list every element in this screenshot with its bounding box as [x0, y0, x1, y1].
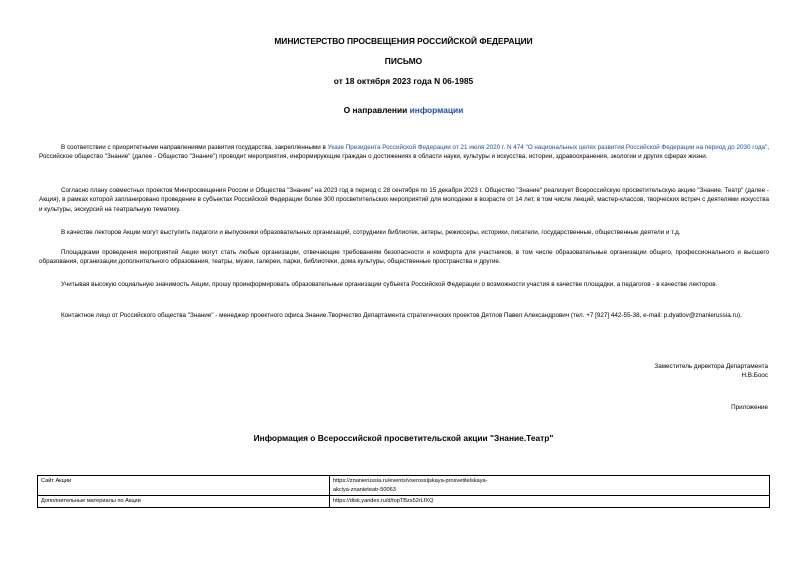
appendix-table: [37, 475, 770, 508]
signature-block: [654, 362, 768, 381]
site-url-line-1[interactable]: https://znanierussia.ru/events/vserossijskaya-prosvetitelskaya-: [333, 478, 488, 484]
signature-name: Н.В.Боос: [741, 372, 768, 380]
signature-position: Заместитель директора Департамента: [654, 363, 768, 370]
paragraph-4: Площадками проведения мероприятий Акции могут стать любые организации, отвечающие требованиям безопасности и комфорта для участников, в том числе образовательные организации общего, профессионального и высшего образования, организации дополнительного образования, театры, музеи, галереи, парки, библиотеки, дома культуры, общественные пространства и другие.: [39, 249, 769, 266]
document-date-number: от 18 октября 2023 года N 06-1985: [333, 76, 474, 86]
table-cell-key: Дополнительные материалы по Акции: [38, 496, 330, 508]
paragraph-2: Согласно плану совместных проектов Минпросвещения России и Общества "Знание" на 2023 год в период с 28 сентября по 15 декабря 2023 г. Общество "Знание" реализует Всероссийскую просветительскую акцию "Знание. Театр" (далее - Акция), в рамках которой запланировано проведение в субъектах Российской Федерации более 300 просветительских мероприятий для молодежи в возрасте от 14 лет, в том числе лекций, мастер-классов, творческих встреч с деятелями искусства и культуры, экскурсий на театральную тематику.: [39, 187, 769, 213]
appendix-title: Информация о Всероссийской просветительской акции "Знание.Театр": [253, 433, 554, 443]
paragraph-6: Контактное лицо от Российского общества "Знание" - менеджер проектного офиса Знание.Творчество Департамента стратегических проектов Дятлов Павел Александрович (тел. +7 [927] 442-55-38, e-mail: p.dyatlov@znanierussia.ru).: [61, 312, 742, 319]
subject-link[interactable]: информации: [409, 105, 464, 115]
document-type: ПИСЬМО: [384, 56, 423, 66]
paragraph-1-prefix: В соответствии с приоритетными направлениями развития государства, закрепленными в: [61, 144, 328, 151]
table-row: [38, 476, 770, 496]
appendix-label: Приложение: [731, 404, 768, 411]
site-url-line-2[interactable]: akciya-znanieteatr-50063: [333, 486, 396, 493]
table-cell-value[interactable]: [330, 496, 770, 508]
paragraph-1: [39, 143, 769, 162]
table-cell-value[interactable]: [330, 476, 770, 496]
table-cell-key: Сайт Акции: [38, 476, 330, 496]
ministry-heading: МИНИСТЕРСТВО ПРОСВЕЩЕНИЯ РОССИЙСКОЙ ФЕДЕРАЦИИ: [274, 36, 533, 46]
materials-url[interactable]: https://disk.yandex.ru/d/topTBzs52rLfXQ: [333, 498, 434, 504]
paragraph-1-suffix: , Российское общество "Знание" (далее - Общество "Знание") проводит мероприятия, информирующие граждан о достижениях в области науки, культуры и искусства, истории, здравоохранения, экологии и других сферах жизни.: [39, 144, 769, 161]
decree-link[interactable]: Указе Президента Российской Федерации от 21 июля 2020 г. N 474 "О национальных целях развития Российской Федерации на период до 2030 года": [327, 144, 768, 151]
document-subject: [0, 105, 807, 116]
table-row: [38, 496, 770, 508]
paragraph-3: В качестве лекторов Акции могут выступить педагоги и выпускники образовательных организаций, сотрудники библиотек, актеры, режиссеры, историки, писатели, государственные, общественные деятели и т.д.: [61, 229, 681, 236]
paragraph-5: Учитывая высокую социальную значимость Акции, прошу проинформировать образовательные организации субъекта Российской Федерации о возможности участия в качестве площадки, а педагогов - в качестве лекторов.: [61, 281, 718, 288]
subject-prefix: О направлении: [343, 105, 410, 115]
